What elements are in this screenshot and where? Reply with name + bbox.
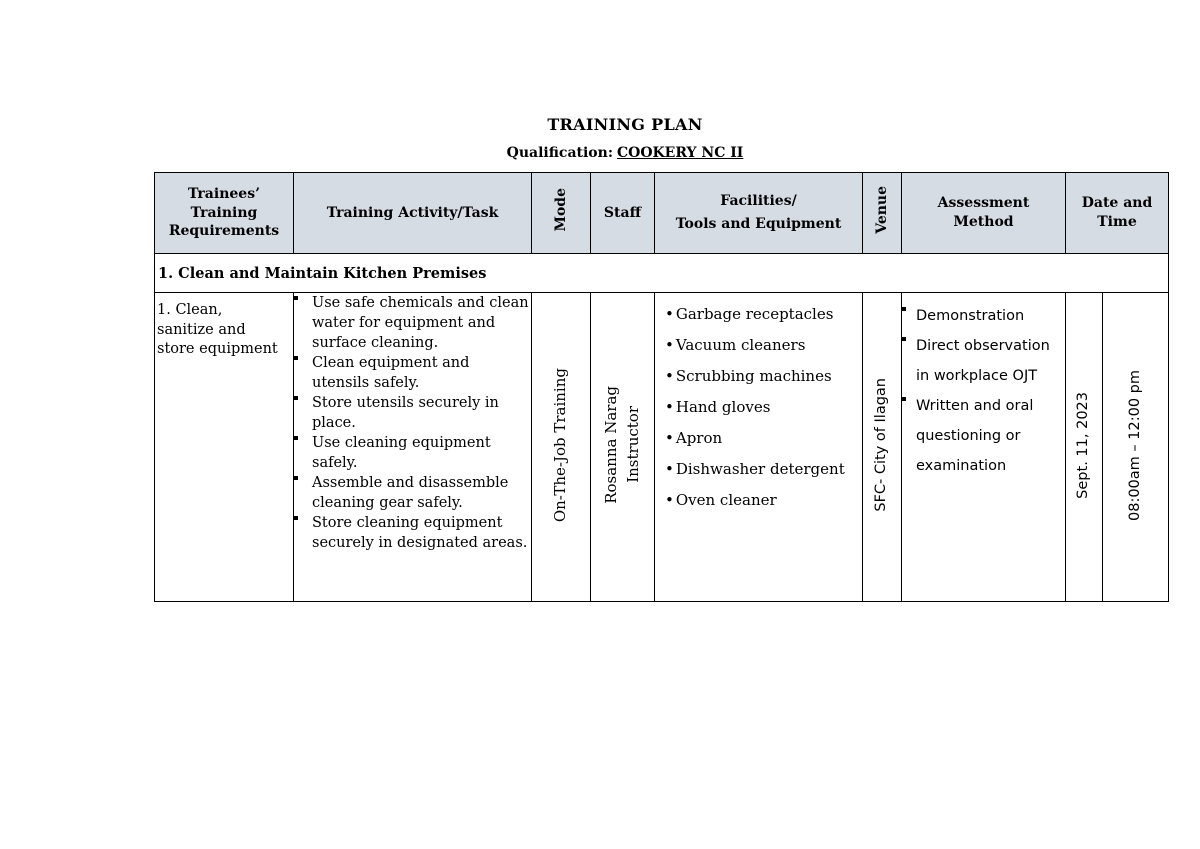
header-requirements-line3: Requirements [168,223,280,240]
list-item: • Scrubbing machines [665,361,862,392]
list-item: • Apron [665,423,862,454]
list-item: • Oven cleaner [665,485,862,516]
list-item: Assemble and disassemble cleaning gear safely. [294,473,530,513]
header-datetime [1066,173,1169,254]
time-cell [1103,293,1169,602]
date-value: Sept. 11, 2023 [1075,391,1092,499]
staff-name: Rosanna Narag [601,386,620,504]
list-item: Demonstration [902,301,1065,331]
list-item: • Vacuum cleaners [665,330,862,361]
task-list [294,293,530,553]
header-requirements-line1: Trainees’ [188,185,260,202]
qualification-line [0,145,1200,161]
assessment-list [902,293,1065,481]
header-requirements-line2: Training [190,204,258,221]
section-title: 1. Clean and Maintain Kitchen Premises [155,254,1169,293]
header-staff: Staff [591,173,655,254]
requirement-cell [155,293,294,602]
requirement-line2: sanitize and [157,321,246,338]
table-row [155,293,1169,602]
header-datetime-line2: Time [1097,214,1137,230]
header-mode-label: Mode [552,188,569,232]
staff-cell [591,293,655,602]
staff-value [601,386,645,504]
venue-cell [863,293,902,602]
document-title: TRAINING PLAN [547,115,703,134]
header-venue-label: Venue [873,186,890,234]
header-facilities-line1: Facilities/ [720,193,797,210]
header-facilities-line2: Tools and Equipment [675,216,842,232]
list-item: Use safe chemicals and clean water for equipment and surface cleaning. [294,293,530,353]
section-row [155,254,1169,293]
list-item: • Dishwasher detergent [665,454,862,485]
list-item: Clean equipment and utensils safely. [294,353,530,393]
facilities-list [655,293,862,516]
header-requirements [155,173,294,254]
header-activity: Training Activity/Task [294,173,532,254]
date-cell [1066,293,1103,602]
venue-value: SFC- City of Ilagan [873,378,890,512]
list-item: • Garbage receptacles [665,299,862,330]
facilities-cell [655,293,863,602]
training-plan-table [154,172,1169,602]
header-venue [863,173,902,254]
list-item: Store cleaning equipment securely in designated areas. [294,513,530,553]
header-row [155,173,1169,254]
requirement-line3: store equipment [157,341,278,358]
list-item: Written and oral questioning or examination [902,391,1065,481]
mode-cell [532,293,591,602]
qualification-value: COOKERY NC II [616,145,744,161]
list-item: • Hand gloves [665,392,862,423]
qualification-label: Qualification: [506,145,613,161]
staff-role: Instructor [623,406,642,484]
header-facilities [655,173,863,254]
mode-value: On-The-Job Training [551,367,570,523]
time-value: 08:00am – 12:00 pm [1126,369,1143,521]
header-assessment-line1: Assessment [937,195,1030,212]
tasks-cell [294,293,532,602]
header-datetime-line1: Date and [1081,195,1153,212]
header-assessment-line2: Method [953,214,1014,230]
list-item: Direct observation in workplace OJT [902,331,1065,391]
list-item: Store utensils securely in place. [294,393,530,433]
header-mode [532,173,591,254]
assessment-cell [902,293,1066,602]
list-item: Use cleaning equipment safely. [294,433,530,473]
header-assessment [902,173,1066,254]
requirement-line1: 1. Clean, [157,302,223,318]
